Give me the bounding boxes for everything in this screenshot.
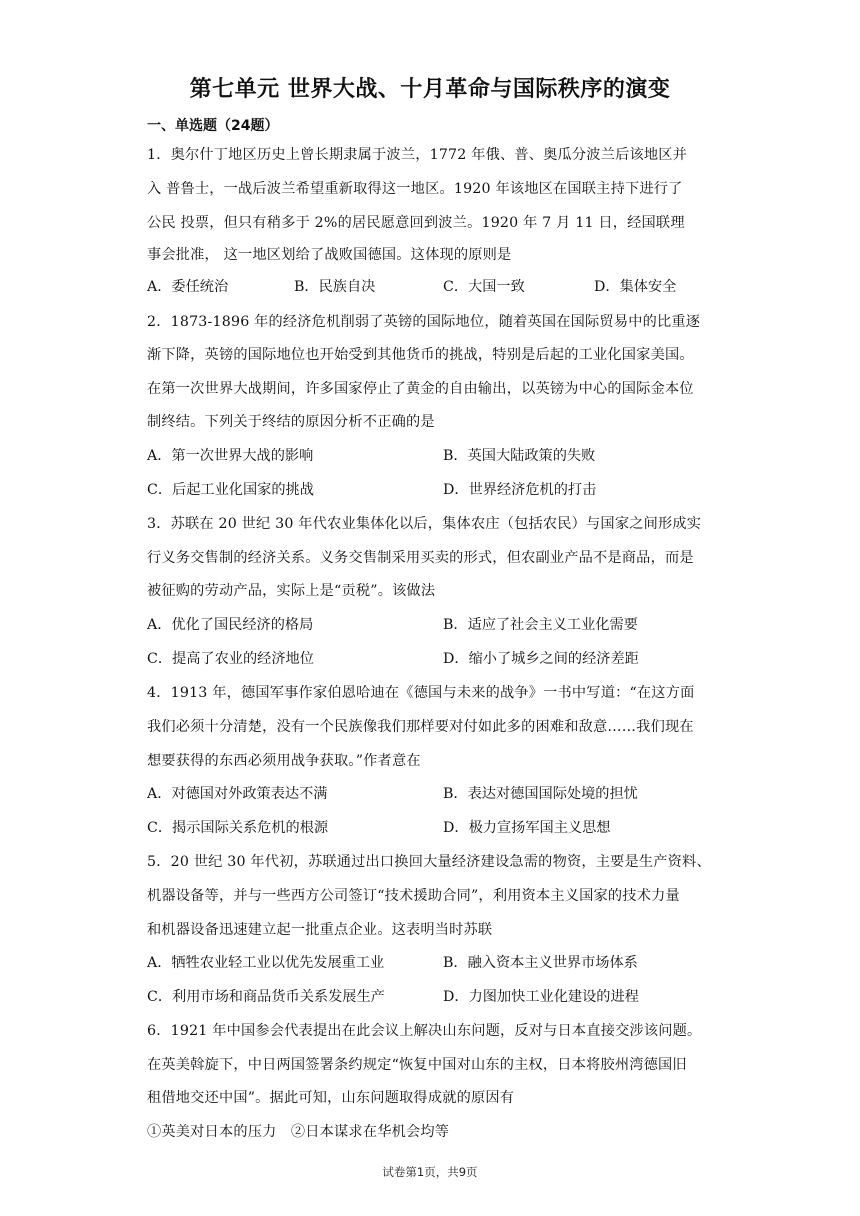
question-3-option-d: D．缩小了城乡之间的经济差距 xyxy=(443,651,639,667)
question-5-line-1: 5．20 世纪 30 年代初，苏联通过出口换回大量经济建设急需的物资，主要是生产资料、 xyxy=(147,854,711,870)
question-1-option-b: B．民族自决 xyxy=(294,279,376,295)
question-3-option-b: B．适应了社会主义工业化需要 xyxy=(443,617,638,633)
section-heading: 一、单选题（24题） xyxy=(147,118,279,134)
question-2-line-2: 渐下降，英镑的国际地位也开始受到其他货币的挑战，特别是后起的工业化国家美国。 xyxy=(147,347,694,363)
question-4-line-3: 想要获得的东西必须用战争获取。”作者意在 xyxy=(147,753,421,769)
question-3-line-3: 被征购的劳动产品，实际上是“贡税”。该做法 xyxy=(147,583,436,599)
page-footer: 试卷第1页，共9页 xyxy=(382,1165,478,1179)
question-4-option-c: C．揭示国际关系危机的根源 xyxy=(147,820,329,836)
question-2-option-a: A．第一次世界大战的影响 xyxy=(147,448,314,464)
question-2-option-d: D．世界经济危机的打击 xyxy=(443,482,597,498)
question-3-line-1: 3．苏联在 20 世纪 30 年代农业集体化以后，集体农庄（包括农民）与国家之间形成实 xyxy=(147,516,702,532)
question-5-line-2: 机器设备等，并与一些西方公司签订“技术援助合同”，利用资本主义国家的技术力量 xyxy=(147,888,680,904)
question-5-option-c: C．利用市场和商品货币关系发展生产 xyxy=(147,989,385,1005)
question-3-line-2: 行义务交售制的经济关系。义务交售制采用买卖的形式，但农副业产品不是商品，而是 xyxy=(147,550,694,566)
page-title: 第七单元 世界大战、十月革命与国际秩序的演变 xyxy=(189,77,671,102)
question-3-option-a: A．优化了国民经济的格局 xyxy=(147,617,314,633)
question-3-option-c: C．提高了农业的经济地位 xyxy=(147,651,314,667)
question-2-line-1: 2．1873-1896 年的经济危机削弱了英镑的国际地位，随着英国在国际贸易中的比重逐 xyxy=(147,314,701,330)
question-1-line-3: 公民 投票，但只有稍多于 2%的居民愿意回到波兰。1920 年 7 月 11 日，经国联理 xyxy=(147,215,685,231)
question-6-line-2: 在英美斡旋下，中日两国签署条约规定“恢复中国对山东的主权，日本将胶州湾德国旧 xyxy=(147,1057,687,1073)
question-1-option-a: A．委任统治 xyxy=(147,279,229,295)
question-4-option-d: D．极力宣扬军国主义思想 xyxy=(443,820,611,836)
question-5-option-d: D．力图加快工业化建设的进程 xyxy=(443,989,639,1005)
question-2-option-c: C．后起工业化国家的挑战 xyxy=(147,482,314,498)
question-1-option-c: C．大国一致 xyxy=(443,279,525,295)
question-1-line-4: 事会批准， 这一地区划给了战败国德国。这体现的原则是 xyxy=(147,247,512,263)
question-2-line-4: 制终结。下列关于终结的原因分析不正确的是 xyxy=(147,414,435,430)
question-4-line-1: 4．1913 年，德国军事作家伯恩哈迪在《德国与未来的战争》一书中写道：“在这方面 xyxy=(147,685,695,701)
question-4-option-a: A．对德国对外政策表达不满 xyxy=(147,786,328,802)
question-1-option-d: D．集体安全 xyxy=(594,279,677,295)
question-4-line-2: 我们必须十分清楚，没有一个民族像我们那样要对付如此多的困难和敌意……我们现在 xyxy=(147,719,694,735)
question-5-option-b: B．融入资本主义世界市场体系 xyxy=(443,955,638,971)
question-1-line-1: 1．奥尔什丁地区历史上曾长期隶属于波兰，1772 年俄、普、奥瓜分波兰后该地区并 xyxy=(147,147,688,163)
question-6-line-3: 租借地交还中国”。据此可知，山东问题取得成就的原因有 xyxy=(147,1090,515,1106)
question-5-option-a: A．牺牲农业轻工业以优先发展重工业 xyxy=(147,955,385,971)
question-6-line-4: ①英美对日本的压力 ②日本谋求在华机会均等 xyxy=(147,1124,450,1140)
question-4-option-b: B．表达对德国国际处境的担忧 xyxy=(443,786,638,802)
question-2-line-3: 在第一次世界大战期间，许多国家停止了黄金的自由输出，以英镑为中心的国际金本位 xyxy=(147,381,694,397)
question-1-line-2: 入 普鲁士，一战后波兰希望重新取得这一地区。1920 年该地区在国联主持下进行了 xyxy=(147,181,683,197)
question-2-option-b: B．英国大陆政策的失败 xyxy=(443,448,596,464)
question-6-line-1: 6．1921 年中国参会代表提出在此会议上解决山东问题，反对与日本直接交涉该问题。 xyxy=(147,1023,702,1039)
question-5-line-3: 和机器设备迅速建立起一批重点企业。这表明当时苏联 xyxy=(147,922,493,938)
